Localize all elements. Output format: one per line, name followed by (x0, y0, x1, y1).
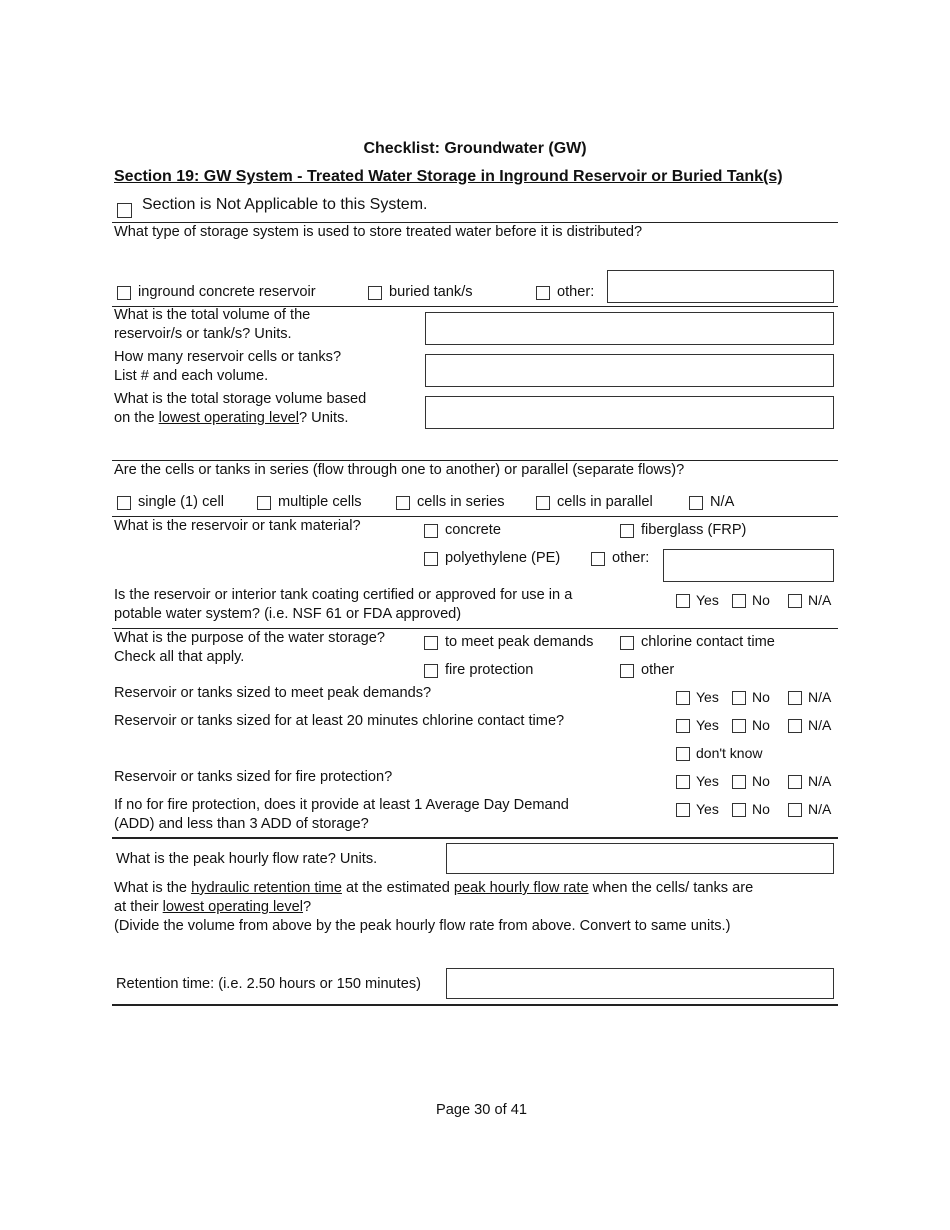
add-no-checkbox[interactable] (732, 803, 746, 817)
fiberglass-checkbox[interactable] (620, 524, 634, 538)
sized-fire-question: Reservoir or tanks sized for fire protection? (114, 769, 393, 785)
peak-hourly-flow-rate-term: peak hourly flow rate (453, 880, 589, 896)
multiple-cells-checkbox[interactable] (257, 496, 271, 510)
total-volume-question-line2: reservoir/s or tank/s? Units. (114, 326, 292, 342)
material-other-field[interactable] (663, 549, 834, 582)
single-cell-checkbox[interactable] (117, 496, 131, 510)
total-volume-field[interactable] (425, 312, 834, 345)
concrete-checkbox[interactable] (424, 524, 438, 538)
chlorine-contact-checkbox[interactable] (620, 636, 634, 650)
buried-tanks-checkbox[interactable] (368, 286, 382, 300)
polyethylene-checkbox[interactable] (424, 552, 438, 566)
sized-chlorine-na-checkbox[interactable] (788, 719, 802, 733)
cells-na-checkbox[interactable] (689, 496, 703, 510)
cells-na-label: N/A (710, 494, 735, 510)
multiple-cells-label: multiple cells (278, 494, 362, 510)
add-question-line1: If no for fire protection, does it provide at least 1 Average Day Demand (114, 797, 569, 813)
coating-question-line1: Is the reservoir or interior tank coating certified or approved for use in a (114, 587, 573, 603)
sized-chlorine-dont-know-checkbox[interactable] (676, 747, 690, 761)
sized-fire-no-checkbox[interactable] (732, 775, 746, 789)
retention-time-label: Retention time: (i.e. 2.50 hours or 150 minutes) (116, 976, 422, 992)
storage-volume-question-line1: What is the total storage volume based (114, 391, 367, 407)
sized-peak-yes-checkbox[interactable] (676, 691, 690, 705)
sized-peak-na-label: N/A (808, 689, 832, 705)
sized-chlorine-dont-know-label: don't know (696, 745, 763, 761)
purpose-other-checkbox[interactable] (620, 664, 634, 678)
fiberglass-label: fiberglass (FRP) (641, 522, 747, 538)
coating-yes-checkbox[interactable] (676, 594, 690, 608)
sized-chlorine-yes-checkbox[interactable] (676, 719, 690, 733)
coating-no-checkbox[interactable] (732, 594, 746, 608)
sized-peak-no-label: No (752, 689, 770, 705)
sized-peak-question: Reservoir or tanks sized to meet peak demands? (114, 685, 432, 701)
inground-concrete-reservoir-label: inground concrete reservoir (138, 284, 316, 300)
storage-volume-field[interactable] (425, 396, 834, 429)
buried-tanks-label: buried tank/s (389, 284, 473, 300)
storage-other-label: other: (557, 284, 595, 300)
add-na-checkbox[interactable] (788, 803, 802, 817)
peak-flow-label: What is the peak hourly flow rate? Units. (116, 851, 378, 867)
add-yes-checkbox[interactable] (676, 803, 690, 817)
fire-protection-label: fire protection (445, 662, 534, 678)
divider (112, 1004, 838, 1006)
peak-demands-checkbox[interactable] (424, 636, 438, 650)
purpose-question-line1: What is the purpose of the water storage? (114, 630, 385, 646)
cells-in-parallel-checkbox[interactable] (536, 496, 550, 510)
cells-count-question-line1: How many reservoir cells or tanks? (114, 349, 342, 365)
sized-peak-no-checkbox[interactable] (732, 691, 746, 705)
total-volume-question-line1: What is the total volume of the (114, 307, 311, 323)
retention-question-line1 (114, 879, 753, 897)
purpose-question-line2: Check all that apply. (114, 649, 245, 665)
text: at the estimated (341, 880, 454, 896)
text: ? Units. (298, 410, 349, 426)
storage-other-field[interactable] (607, 270, 834, 303)
text: on the (114, 410, 159, 426)
storage-other-checkbox[interactable] (536, 286, 550, 300)
sized-fire-na-label: N/A (808, 773, 832, 789)
page-title: Checklist: Groundwater (GW) (363, 140, 587, 157)
text: when the cells/ tanks are (588, 880, 754, 896)
coating-yes-label: Yes (696, 592, 719, 608)
cells-count-field[interactable] (425, 354, 834, 387)
chlorine-contact-label: chlorine contact time (641, 634, 775, 650)
fire-protection-checkbox[interactable] (424, 664, 438, 678)
text: What is the (114, 880, 192, 896)
text: ? (303, 899, 312, 915)
not-applicable-checkbox[interactable] (117, 203, 132, 218)
add-question-line2: (ADD) and less than 3 ADD of storage? (114, 816, 369, 832)
text: at their (114, 899, 163, 915)
cells-in-parallel-label: cells in parallel (557, 494, 653, 510)
single-cell-label: single (1) cell (138, 494, 224, 510)
retention-question-line2 (114, 898, 311, 916)
page-number: Page 30 of 41 (436, 1102, 527, 1118)
sized-chlorine-yes-label: Yes (696, 717, 719, 733)
material-other-label: other: (612, 550, 650, 566)
coating-question-line2: potable water system? (i.e. NSF 61 or FDA approved) (114, 606, 462, 622)
section-heading: Section 19: GW System - Treated Water Storage in Inground Reservoir or Buried Tank(s) (114, 168, 783, 185)
hydraulic-retention-time-term: hydraulic retention time (191, 880, 342, 896)
peak-demands-label: to meet peak demands (445, 634, 594, 650)
retention-time-field[interactable] (446, 968, 834, 999)
cells-arrangement-question: Are the cells or tanks in series (flow through one to another) or parallel (separate flows)? (114, 462, 685, 478)
polyethylene-label: polyethylene (PE) (445, 550, 561, 566)
storage-type-question: What type of storage system is used to store treated water before it is distributed? (114, 224, 643, 240)
cells-count-question-line2: List # and each volume. (114, 368, 269, 384)
peak-flow-field[interactable] (446, 843, 834, 874)
sized-peak-yes-label: Yes (696, 689, 719, 705)
add-na-label: N/A (808, 801, 832, 817)
sized-fire-na-checkbox[interactable] (788, 775, 802, 789)
material-other-checkbox[interactable] (591, 552, 605, 566)
retention-note: (Divide the volume from above by the peak hourly flow rate from above. Convert to same units.) (114, 918, 731, 934)
inground-concrete-reservoir-checkbox[interactable] (117, 286, 131, 300)
add-yes-label: Yes (696, 801, 719, 817)
material-question: What is the reservoir or tank material? (114, 518, 361, 534)
cells-in-series-label: cells in series (417, 494, 505, 510)
storage-volume-question-line2 (114, 409, 348, 427)
sized-peak-na-checkbox[interactable] (788, 691, 802, 705)
cells-in-series-checkbox[interactable] (396, 496, 410, 510)
add-no-label: No (752, 801, 770, 817)
purpose-other-label: other (641, 662, 675, 678)
sized-fire-yes-checkbox[interactable] (676, 775, 690, 789)
sized-chlorine-question: Reservoir or tanks sized for at least 20 minutes chlorine contact time? (114, 713, 565, 729)
coating-na-checkbox[interactable] (788, 594, 802, 608)
lowest-operating-level-term: lowest operating level (162, 899, 304, 915)
coating-no-label: No (752, 592, 770, 608)
sized-chlorine-no-checkbox[interactable] (732, 719, 746, 733)
concrete-label: concrete (445, 522, 501, 538)
sized-fire-yes-label: Yes (696, 773, 719, 789)
divider (112, 837, 838, 839)
sized-chlorine-no-label: No (752, 717, 770, 733)
coating-na-label: N/A (808, 592, 832, 608)
lowest-operating-level-term: lowest operating level (158, 410, 299, 426)
sized-chlorine-na-label: N/A (808, 717, 832, 733)
not-applicable-label: Section is Not Applicable to this System. (142, 196, 428, 213)
sized-fire-no-label: No (752, 773, 770, 789)
